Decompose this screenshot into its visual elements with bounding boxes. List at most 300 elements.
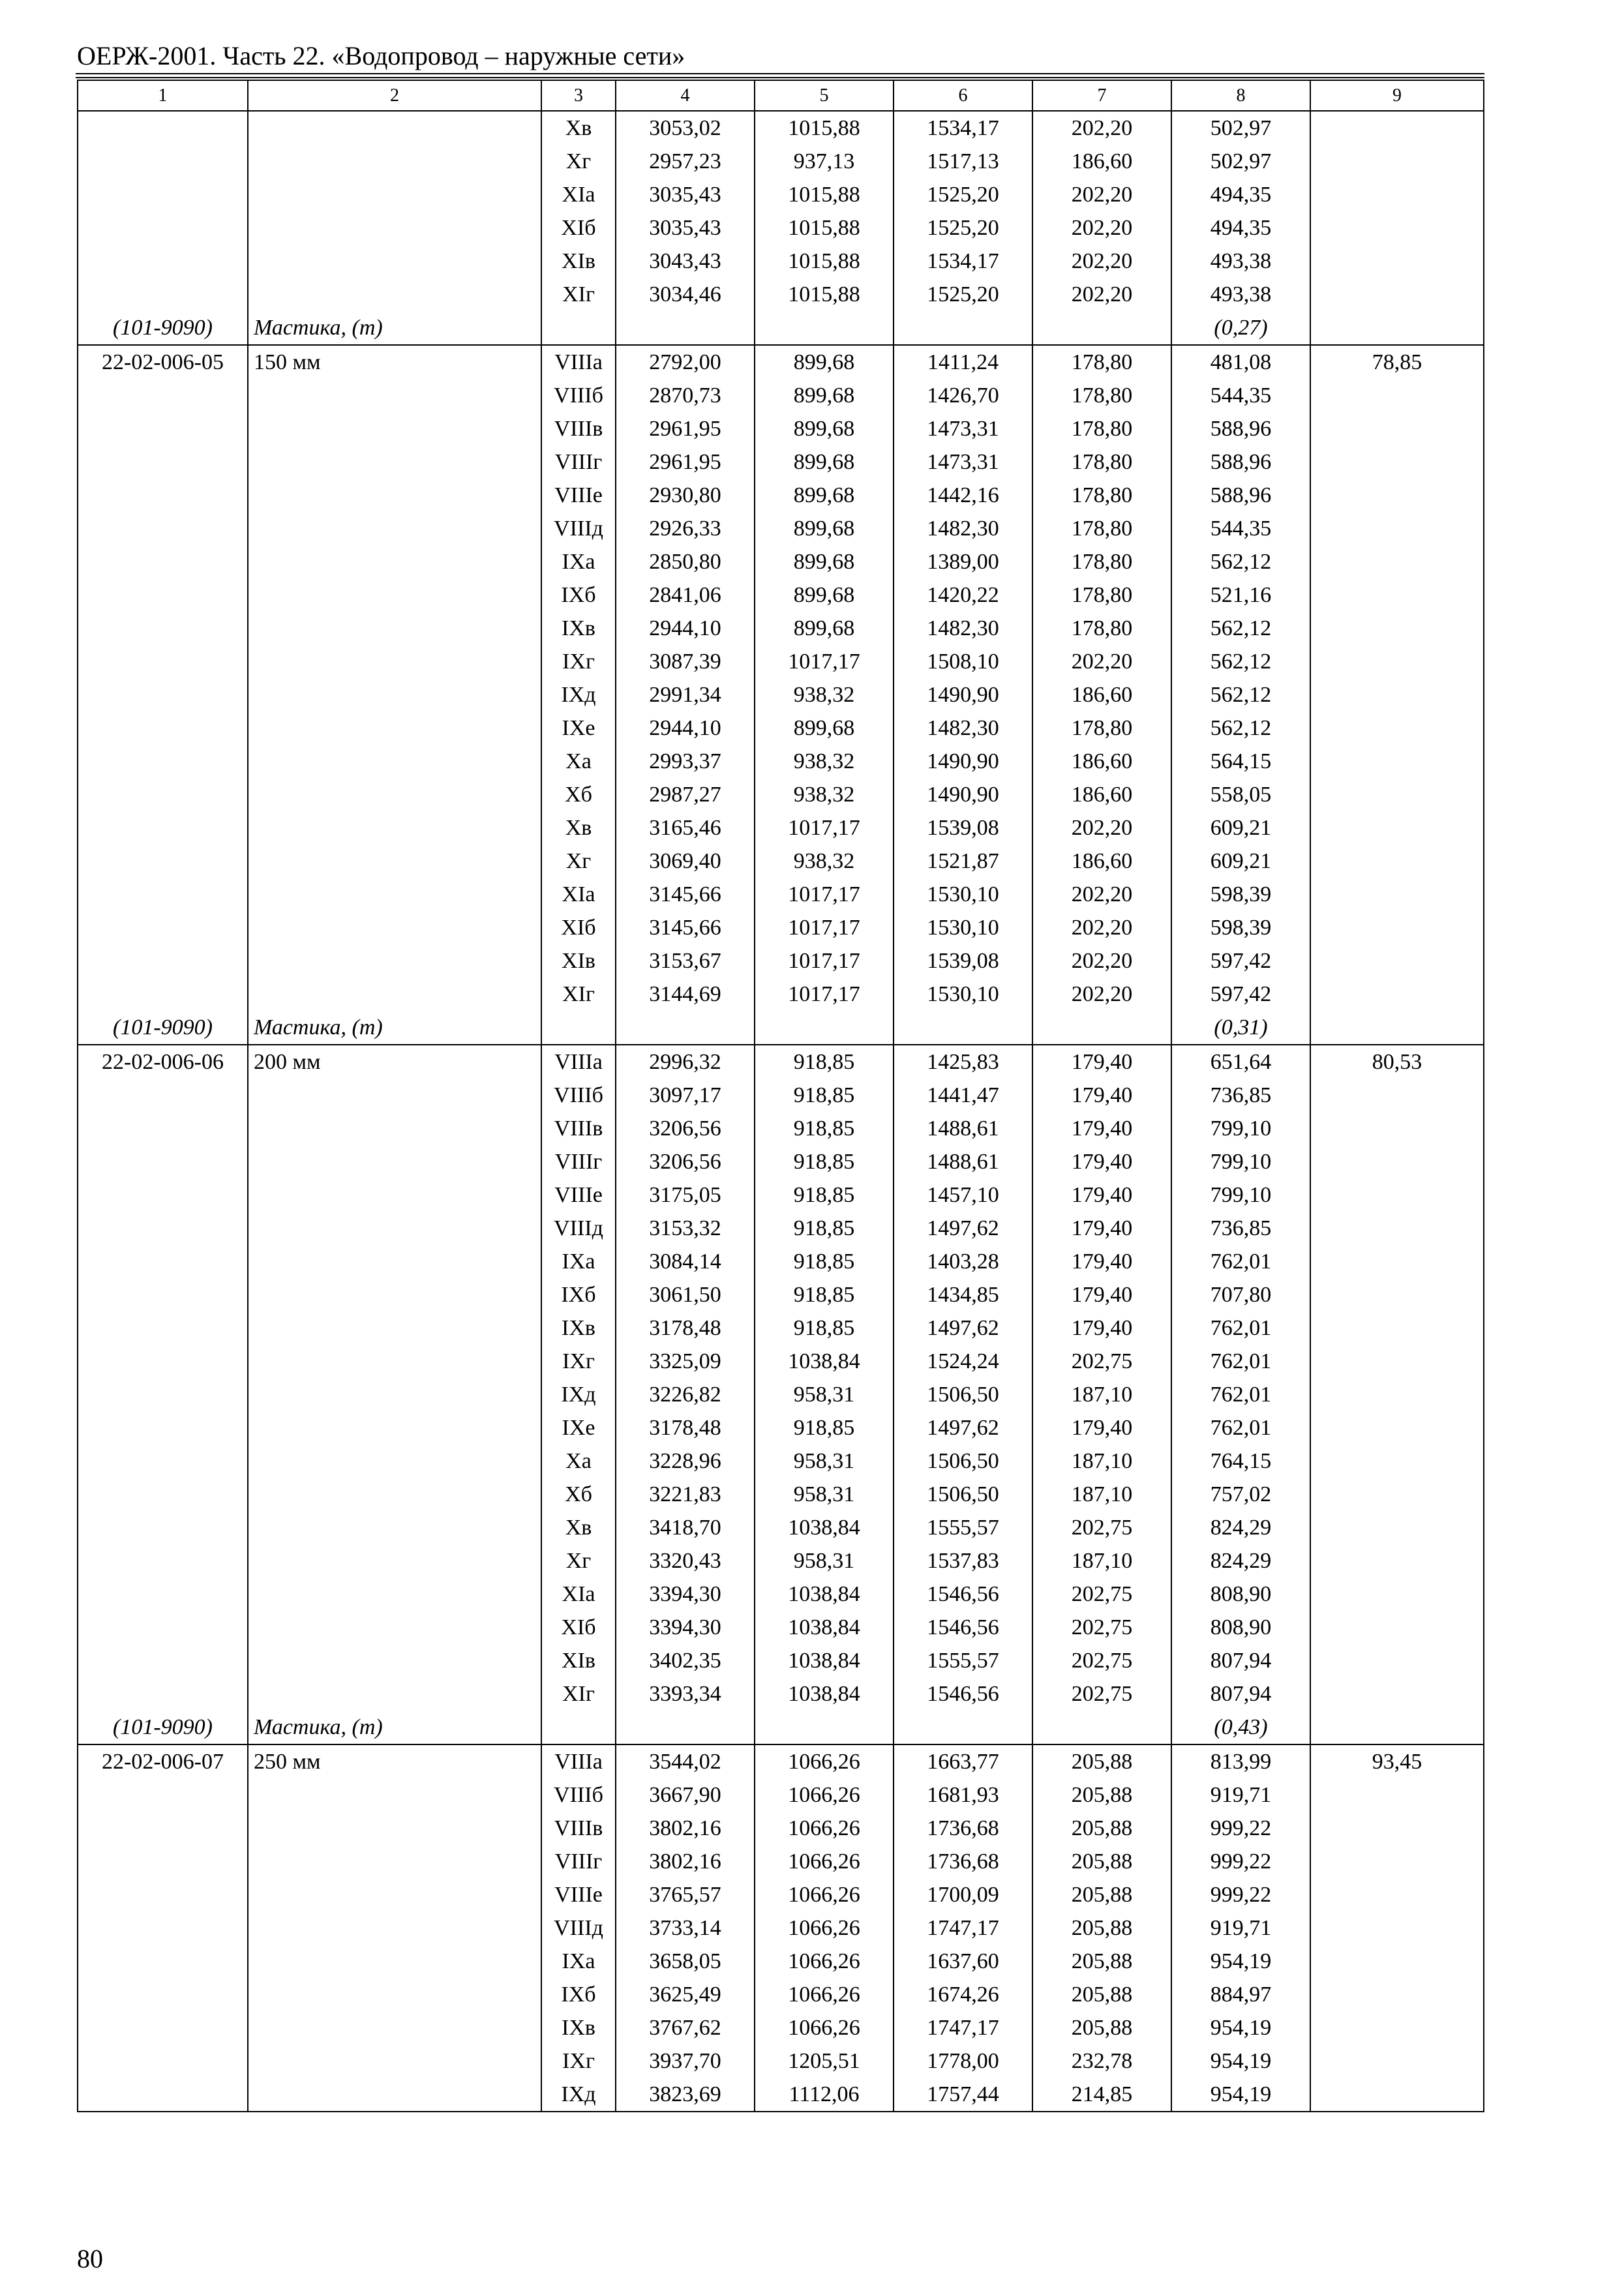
- table-cell: 3937,70: [616, 2044, 755, 2078]
- table-cell: [1310, 578, 1484, 612]
- table-cell: [78, 1444, 248, 1478]
- table-cell: 562,12: [1171, 545, 1310, 578]
- table-cell: ХIв: [541, 944, 616, 978]
- table-cell: 493,38: [1171, 245, 1310, 278]
- table-cell: [616, 311, 755, 345]
- table-cell: 1530,10: [894, 911, 1032, 944]
- table-cell: [1310, 178, 1484, 211]
- table-cell: [1310, 1245, 1484, 1278]
- table-cell: [248, 1278, 541, 1311]
- table-cell: 899,68: [755, 578, 894, 612]
- table-cell: 1426,70: [894, 379, 1032, 412]
- table-cell: 562,12: [1171, 678, 1310, 711]
- table-cell: 187,10: [1032, 1444, 1171, 1478]
- table-cell: Хг: [541, 1544, 616, 1578]
- table-cell: 958,31: [755, 1444, 894, 1478]
- table-cell: 205,88: [1032, 1845, 1171, 1878]
- table-cell: 179,40: [1032, 1112, 1171, 1145]
- table-cell: VIIIб: [541, 379, 616, 412]
- table-cell: 1066,26: [755, 1845, 894, 1878]
- table-cell: [1310, 1212, 1484, 1245]
- table-cell: VIIIг: [541, 1145, 616, 1178]
- table-cell: [248, 512, 541, 545]
- table-cell: 1490,90: [894, 778, 1032, 811]
- table-cell: ХIа: [541, 178, 616, 211]
- table-cell: [248, 1444, 541, 1478]
- table-cell: 1017,17: [755, 811, 894, 845]
- table-cell: [78, 911, 248, 944]
- table-cell: VIIIд: [541, 1212, 616, 1245]
- table-row: [78, 1511, 1484, 1544]
- table-cell: [1310, 678, 1484, 711]
- table-cell: [248, 379, 541, 412]
- table-cell: [616, 1011, 755, 1045]
- table-cell: VIIIе: [541, 1878, 616, 1911]
- table-cell: 178,80: [1032, 545, 1171, 578]
- table-cell: 178,80: [1032, 512, 1171, 545]
- table-cell: 562,12: [1171, 645, 1310, 678]
- table-cell: 3226,82: [616, 1378, 755, 1411]
- table-cell: [78, 778, 248, 811]
- table-cell: ХIа: [541, 878, 616, 911]
- table-cell: 205,88: [1032, 1945, 1171, 1978]
- table-cell: [248, 245, 541, 278]
- table-cell: 179,40: [1032, 1212, 1171, 1245]
- table-cell: 178,80: [1032, 578, 1171, 612]
- table-row: [78, 1544, 1484, 1578]
- table-cell: 1546,56: [894, 1578, 1032, 1611]
- table-cell: 1482,30: [894, 612, 1032, 645]
- table-cell: [78, 878, 248, 911]
- table-cell: 2930,80: [616, 479, 755, 512]
- table-cell: 202,20: [1032, 178, 1171, 211]
- table-cell: 3544,02: [616, 1744, 755, 1778]
- table-cell: 899,68: [755, 512, 894, 545]
- table-cell: 3394,30: [616, 1611, 755, 1644]
- table-cell: 1017,17: [755, 978, 894, 1011]
- table-cell: 178,80: [1032, 345, 1171, 379]
- table-row: [78, 1578, 1484, 1611]
- table-cell: 958,31: [755, 1478, 894, 1511]
- table-cell: 1747,17: [894, 1911, 1032, 1945]
- table-cell: 808,90: [1171, 1611, 1310, 1644]
- table-cell: 651,64: [1171, 1045, 1310, 1079]
- page-header-title: ОЕРЖ-2001. Часть 22. «Водопровод – наружные сети»: [77, 41, 685, 70]
- column-header: 8: [1171, 80, 1310, 111]
- table-cell: [248, 1677, 541, 1711]
- table-cell: 186,60: [1032, 778, 1171, 811]
- table-cell: [248, 1378, 541, 1411]
- table-cell: ХIг: [541, 978, 616, 1011]
- table-cell: IХд: [541, 678, 616, 711]
- table-cell: [1310, 412, 1484, 445]
- table-cell: [248, 145, 541, 178]
- table-cell: [1310, 1978, 1484, 2011]
- table-cell: 762,01: [1171, 1345, 1310, 1378]
- table-cell: [248, 2078, 541, 2112]
- table-cell: [248, 1878, 541, 1911]
- table-cell: 1441,47: [894, 1079, 1032, 1112]
- table-cell: [1310, 311, 1484, 345]
- table-cell: (0,31): [1171, 1011, 1310, 1045]
- table-row: [78, 1978, 1484, 2011]
- table-cell: [78, 1212, 248, 1245]
- table-cell: 544,35: [1171, 379, 1310, 412]
- table-cell: 205,88: [1032, 1744, 1171, 1778]
- table-cell: 1537,83: [894, 1544, 1032, 1578]
- table-cell: 1017,17: [755, 878, 894, 911]
- table-cell: 1506,50: [894, 1378, 1032, 1411]
- table-cell: 2870,73: [616, 379, 755, 412]
- table-cell: 899,68: [755, 379, 894, 412]
- column-number-row: [78, 80, 1484, 111]
- table-cell: [248, 1544, 541, 1578]
- table-cell: 78,85: [1310, 345, 1484, 379]
- table-cell: 1757,44: [894, 2078, 1032, 2112]
- table-cell: ХIв: [541, 245, 616, 278]
- table-cell: 1066,26: [755, 1945, 894, 1978]
- table-row: [78, 1045, 1484, 1079]
- table-cell: [248, 1978, 541, 2011]
- table-cell: IХб: [541, 578, 616, 612]
- table-cell: 178,80: [1032, 479, 1171, 512]
- table-cell: 3035,43: [616, 211, 755, 245]
- table-cell: [1310, 1544, 1484, 1578]
- table-cell: [894, 1711, 1032, 1744]
- table-row: [78, 1245, 1484, 1278]
- table-cell: [1310, 545, 1484, 578]
- table-cell: 2993,37: [616, 745, 755, 778]
- table-cell: 3394,30: [616, 1578, 755, 1611]
- table-cell: 1038,84: [755, 1677, 894, 1711]
- table-cell: [248, 1845, 541, 1878]
- table-cell: [1310, 1411, 1484, 1444]
- table-cell: [1032, 1711, 1171, 1744]
- table-cell: [248, 845, 541, 878]
- table-cell: 493,38: [1171, 278, 1310, 311]
- table-cell: [1310, 379, 1484, 412]
- table-cell: IХа: [541, 545, 616, 578]
- table-row: [78, 1812, 1484, 1845]
- table-row: [78, 978, 1484, 1011]
- table-cell: 1473,31: [894, 412, 1032, 445]
- table-cell: 1038,84: [755, 1345, 894, 1378]
- table-cell: [1310, 1812, 1484, 1845]
- table-row: [78, 1611, 1484, 1644]
- table-cell: 3084,14: [616, 1245, 755, 1278]
- table-cell: 1015,88: [755, 111, 894, 145]
- table-cell: 3043,43: [616, 245, 755, 278]
- table-cell: 3325,09: [616, 1345, 755, 1378]
- table-cell: VIIIб: [541, 1778, 616, 1812]
- table-cell: Ха: [541, 1444, 616, 1478]
- table-cell: [248, 745, 541, 778]
- table-cell: 1066,26: [755, 1744, 894, 1778]
- table-cell: [541, 1711, 616, 1744]
- table-cell: [78, 2011, 248, 2044]
- table-cell: VIIIд: [541, 512, 616, 545]
- table-cell: 597,42: [1171, 978, 1310, 1011]
- rates-table-container: [77, 80, 1483, 2112]
- table-cell: IХг: [541, 1345, 616, 1378]
- table-row: [78, 2011, 1484, 2044]
- table-cell: 1524,24: [894, 1345, 1032, 1378]
- table-cell: [78, 245, 248, 278]
- table-cell: (101-9090): [78, 1011, 248, 1045]
- table-cell: IХв: [541, 1311, 616, 1345]
- table-cell: Хб: [541, 778, 616, 811]
- table-cell: 824,29: [1171, 1544, 1310, 1578]
- table-cell: 1038,84: [755, 1611, 894, 1644]
- table-cell: 178,80: [1032, 711, 1171, 745]
- table-cell: VIIIг: [541, 1845, 616, 1878]
- table-row: [78, 345, 1484, 379]
- table-cell: 3165,46: [616, 811, 755, 845]
- table-cell: 3087,39: [616, 645, 755, 678]
- table-cell: [78, 612, 248, 645]
- table-row: [78, 878, 1484, 911]
- table-cell: 918,85: [755, 1411, 894, 1444]
- table-row: [78, 578, 1484, 612]
- table-cell: [248, 1112, 541, 1145]
- table-cell: 3034,46: [616, 278, 755, 311]
- table-cell: [78, 379, 248, 412]
- table-cell: [755, 1011, 894, 1045]
- table-row: [78, 678, 1484, 711]
- table-cell: [248, 545, 541, 578]
- table-cell: VIIIб: [541, 1079, 616, 1112]
- table-cell: 1490,90: [894, 745, 1032, 778]
- rates-table: [77, 80, 1484, 2112]
- table-cell: [78, 811, 248, 845]
- table-cell: 202,20: [1032, 811, 1171, 845]
- table-cell: [78, 1978, 248, 2011]
- table-cell: [78, 1345, 248, 1378]
- table-cell: 186,60: [1032, 745, 1171, 778]
- table-cell: IХв: [541, 612, 616, 645]
- table-body: [78, 111, 1484, 2112]
- table-cell: [78, 545, 248, 578]
- table-cell: Мастика, (т): [248, 1711, 541, 1744]
- table-cell: [894, 1011, 1032, 1045]
- table-cell: [1310, 145, 1484, 178]
- table-cell: 762,01: [1171, 1311, 1310, 1345]
- table-cell: [755, 1711, 894, 1744]
- table-cell: 202,20: [1032, 878, 1171, 911]
- table-cell: 884,97: [1171, 1978, 1310, 2011]
- table-cell: Хв: [541, 811, 616, 845]
- table-cell: 918,85: [755, 1045, 894, 1079]
- table-cell: 178,80: [1032, 412, 1171, 445]
- table-cell: 2841,06: [616, 578, 755, 612]
- table-cell: [1310, 1878, 1484, 1911]
- table-cell: VIIIа: [541, 1744, 616, 1778]
- table-row: [78, 612, 1484, 645]
- table-cell: 918,85: [755, 1178, 894, 1212]
- table-cell: [1310, 1345, 1484, 1378]
- table-cell: 562,12: [1171, 612, 1310, 645]
- column-header: 3: [541, 80, 616, 111]
- table-cell: (101-9090): [78, 1711, 248, 1744]
- table-cell: 1015,88: [755, 211, 894, 245]
- table-cell: 1497,62: [894, 1311, 1032, 1345]
- table-cell: 958,31: [755, 1544, 894, 1578]
- table-cell: [248, 1245, 541, 1278]
- table-cell: 918,85: [755, 1311, 894, 1345]
- table-cell: 1506,50: [894, 1478, 1032, 1511]
- table-cell: 179,40: [1032, 1178, 1171, 1212]
- table-cell: [248, 578, 541, 612]
- table-cell: [1310, 1378, 1484, 1411]
- table-cell: 588,96: [1171, 445, 1310, 479]
- table-cell: 232,78: [1032, 2044, 1171, 2078]
- table-cell: 918,85: [755, 1212, 894, 1245]
- table-cell: 1434,85: [894, 1278, 1032, 1311]
- table-cell: 3035,43: [616, 178, 755, 211]
- table-cell: 808,90: [1171, 1578, 1310, 1611]
- column-header: 2: [248, 80, 541, 111]
- table-cell: 179,40: [1032, 1079, 1171, 1112]
- table-cell: 80,53: [1310, 1045, 1484, 1079]
- table-cell: [248, 678, 541, 711]
- table-cell: IХб: [541, 1278, 616, 1311]
- table-cell: 1508,10: [894, 645, 1032, 678]
- table-cell: [78, 745, 248, 778]
- table-row: [78, 778, 1484, 811]
- table-cell: 3625,49: [616, 1978, 755, 2011]
- table-row: [78, 2078, 1484, 2112]
- table-row: [78, 445, 1484, 479]
- table-cell: [78, 1411, 248, 1444]
- table-cell: 3175,05: [616, 1178, 755, 1212]
- table-cell: IХд: [541, 2078, 616, 2112]
- table-cell: 3658,05: [616, 1945, 755, 1978]
- table-cell: [248, 1345, 541, 1378]
- table-cell: [1310, 1778, 1484, 1812]
- table-cell: 1525,20: [894, 211, 1032, 245]
- column-header: 4: [616, 80, 755, 111]
- table-cell: 799,10: [1171, 1112, 1310, 1145]
- table-cell: 824,29: [1171, 1511, 1310, 1544]
- header-rule-upper: [76, 73, 1484, 74]
- header-rule-lower: [76, 77, 1484, 78]
- table-cell: [78, 1544, 248, 1578]
- table-cell: [78, 1778, 248, 1812]
- table-cell: 3053,02: [616, 111, 755, 145]
- table-cell: [1310, 944, 1484, 978]
- table-cell: [1310, 512, 1484, 545]
- table-cell: [1310, 612, 1484, 645]
- table-cell: 1488,61: [894, 1145, 1032, 1178]
- table-cell: [1310, 978, 1484, 1011]
- table-cell: 3144,69: [616, 978, 755, 1011]
- table-cell: [1310, 711, 1484, 745]
- table-cell: ХIб: [541, 211, 616, 245]
- table-cell: 202,20: [1032, 911, 1171, 944]
- table-cell: 2792,00: [616, 345, 755, 379]
- table-cell: 3206,56: [616, 1112, 755, 1145]
- table-cell: 954,19: [1171, 2011, 1310, 2044]
- table-cell: [248, 1311, 541, 1345]
- table-cell: [248, 878, 541, 911]
- table-cell: Ха: [541, 745, 616, 778]
- table-cell: 938,32: [755, 678, 894, 711]
- table-cell: 1066,26: [755, 1778, 894, 1812]
- table-cell: [78, 978, 248, 1011]
- table-row: [78, 1711, 1484, 1744]
- table-cell: Мастика, (т): [248, 311, 541, 345]
- table-cell: 186,60: [1032, 845, 1171, 878]
- table-cell: 1681,93: [894, 1778, 1032, 1812]
- table-cell: 481,08: [1171, 345, 1310, 379]
- table-cell: VIIIв: [541, 1112, 616, 1145]
- table-cell: 1066,26: [755, 2011, 894, 2044]
- table-cell: 3765,57: [616, 1878, 755, 1911]
- table-cell: 1015,88: [755, 178, 894, 211]
- table-cell: 918,85: [755, 1145, 894, 1178]
- table-cell: 707,80: [1171, 1278, 1310, 1311]
- table-cell: 938,32: [755, 778, 894, 811]
- table-cell: [248, 2011, 541, 2044]
- table-cell: 1700,09: [894, 1878, 1032, 1911]
- table-cell: 205,88: [1032, 1778, 1171, 1812]
- table-cell: 799,10: [1171, 1145, 1310, 1178]
- table-cell: 736,85: [1171, 1079, 1310, 1112]
- table-row: [78, 412, 1484, 445]
- table-row: [78, 1278, 1484, 1311]
- table-cell: (0,43): [1171, 1711, 1310, 1744]
- table-cell: 202,75: [1032, 1611, 1171, 1644]
- table-cell: IХе: [541, 1411, 616, 1444]
- table-cell: 494,35: [1171, 211, 1310, 245]
- table-cell: VIIIд: [541, 1911, 616, 1945]
- table-row: [78, 811, 1484, 845]
- table-cell: 179,40: [1032, 1245, 1171, 1278]
- table-cell: 1420,22: [894, 578, 1032, 612]
- table-row: [78, 379, 1484, 412]
- table-cell: (0,27): [1171, 311, 1310, 345]
- table-cell: 597,42: [1171, 944, 1310, 978]
- table-cell: 899,68: [755, 345, 894, 379]
- table-cell: [78, 1079, 248, 1112]
- table-row: [78, 245, 1484, 278]
- table-cell: [1310, 1311, 1484, 1345]
- table-cell: 202,20: [1032, 944, 1171, 978]
- table-cell: 1546,56: [894, 1677, 1032, 1711]
- table-cell: 3145,66: [616, 911, 755, 944]
- table-cell: VIIIе: [541, 1178, 616, 1212]
- table-cell: VIIIа: [541, 345, 616, 379]
- table-cell: [1310, 278, 1484, 311]
- table-cell: [1310, 1511, 1484, 1544]
- table-cell: [1310, 845, 1484, 878]
- table-cell: [1310, 745, 1484, 778]
- table-cell: [78, 1245, 248, 1278]
- table-cell: 1403,28: [894, 1245, 1032, 1278]
- table-row: [78, 1878, 1484, 1911]
- table-cell: 3206,56: [616, 1145, 755, 1178]
- table-cell: 598,39: [1171, 911, 1310, 944]
- table-cell: [1310, 1145, 1484, 1178]
- table-row: [78, 1145, 1484, 1178]
- table-cell: [248, 111, 541, 145]
- table-cell: Хб: [541, 1478, 616, 1511]
- table-cell: [1310, 2011, 1484, 2044]
- table-cell: 3418,70: [616, 1511, 755, 1544]
- table-cell: 899,68: [755, 412, 894, 445]
- table-cell: [248, 1611, 541, 1644]
- table-cell: 1555,57: [894, 1511, 1032, 1544]
